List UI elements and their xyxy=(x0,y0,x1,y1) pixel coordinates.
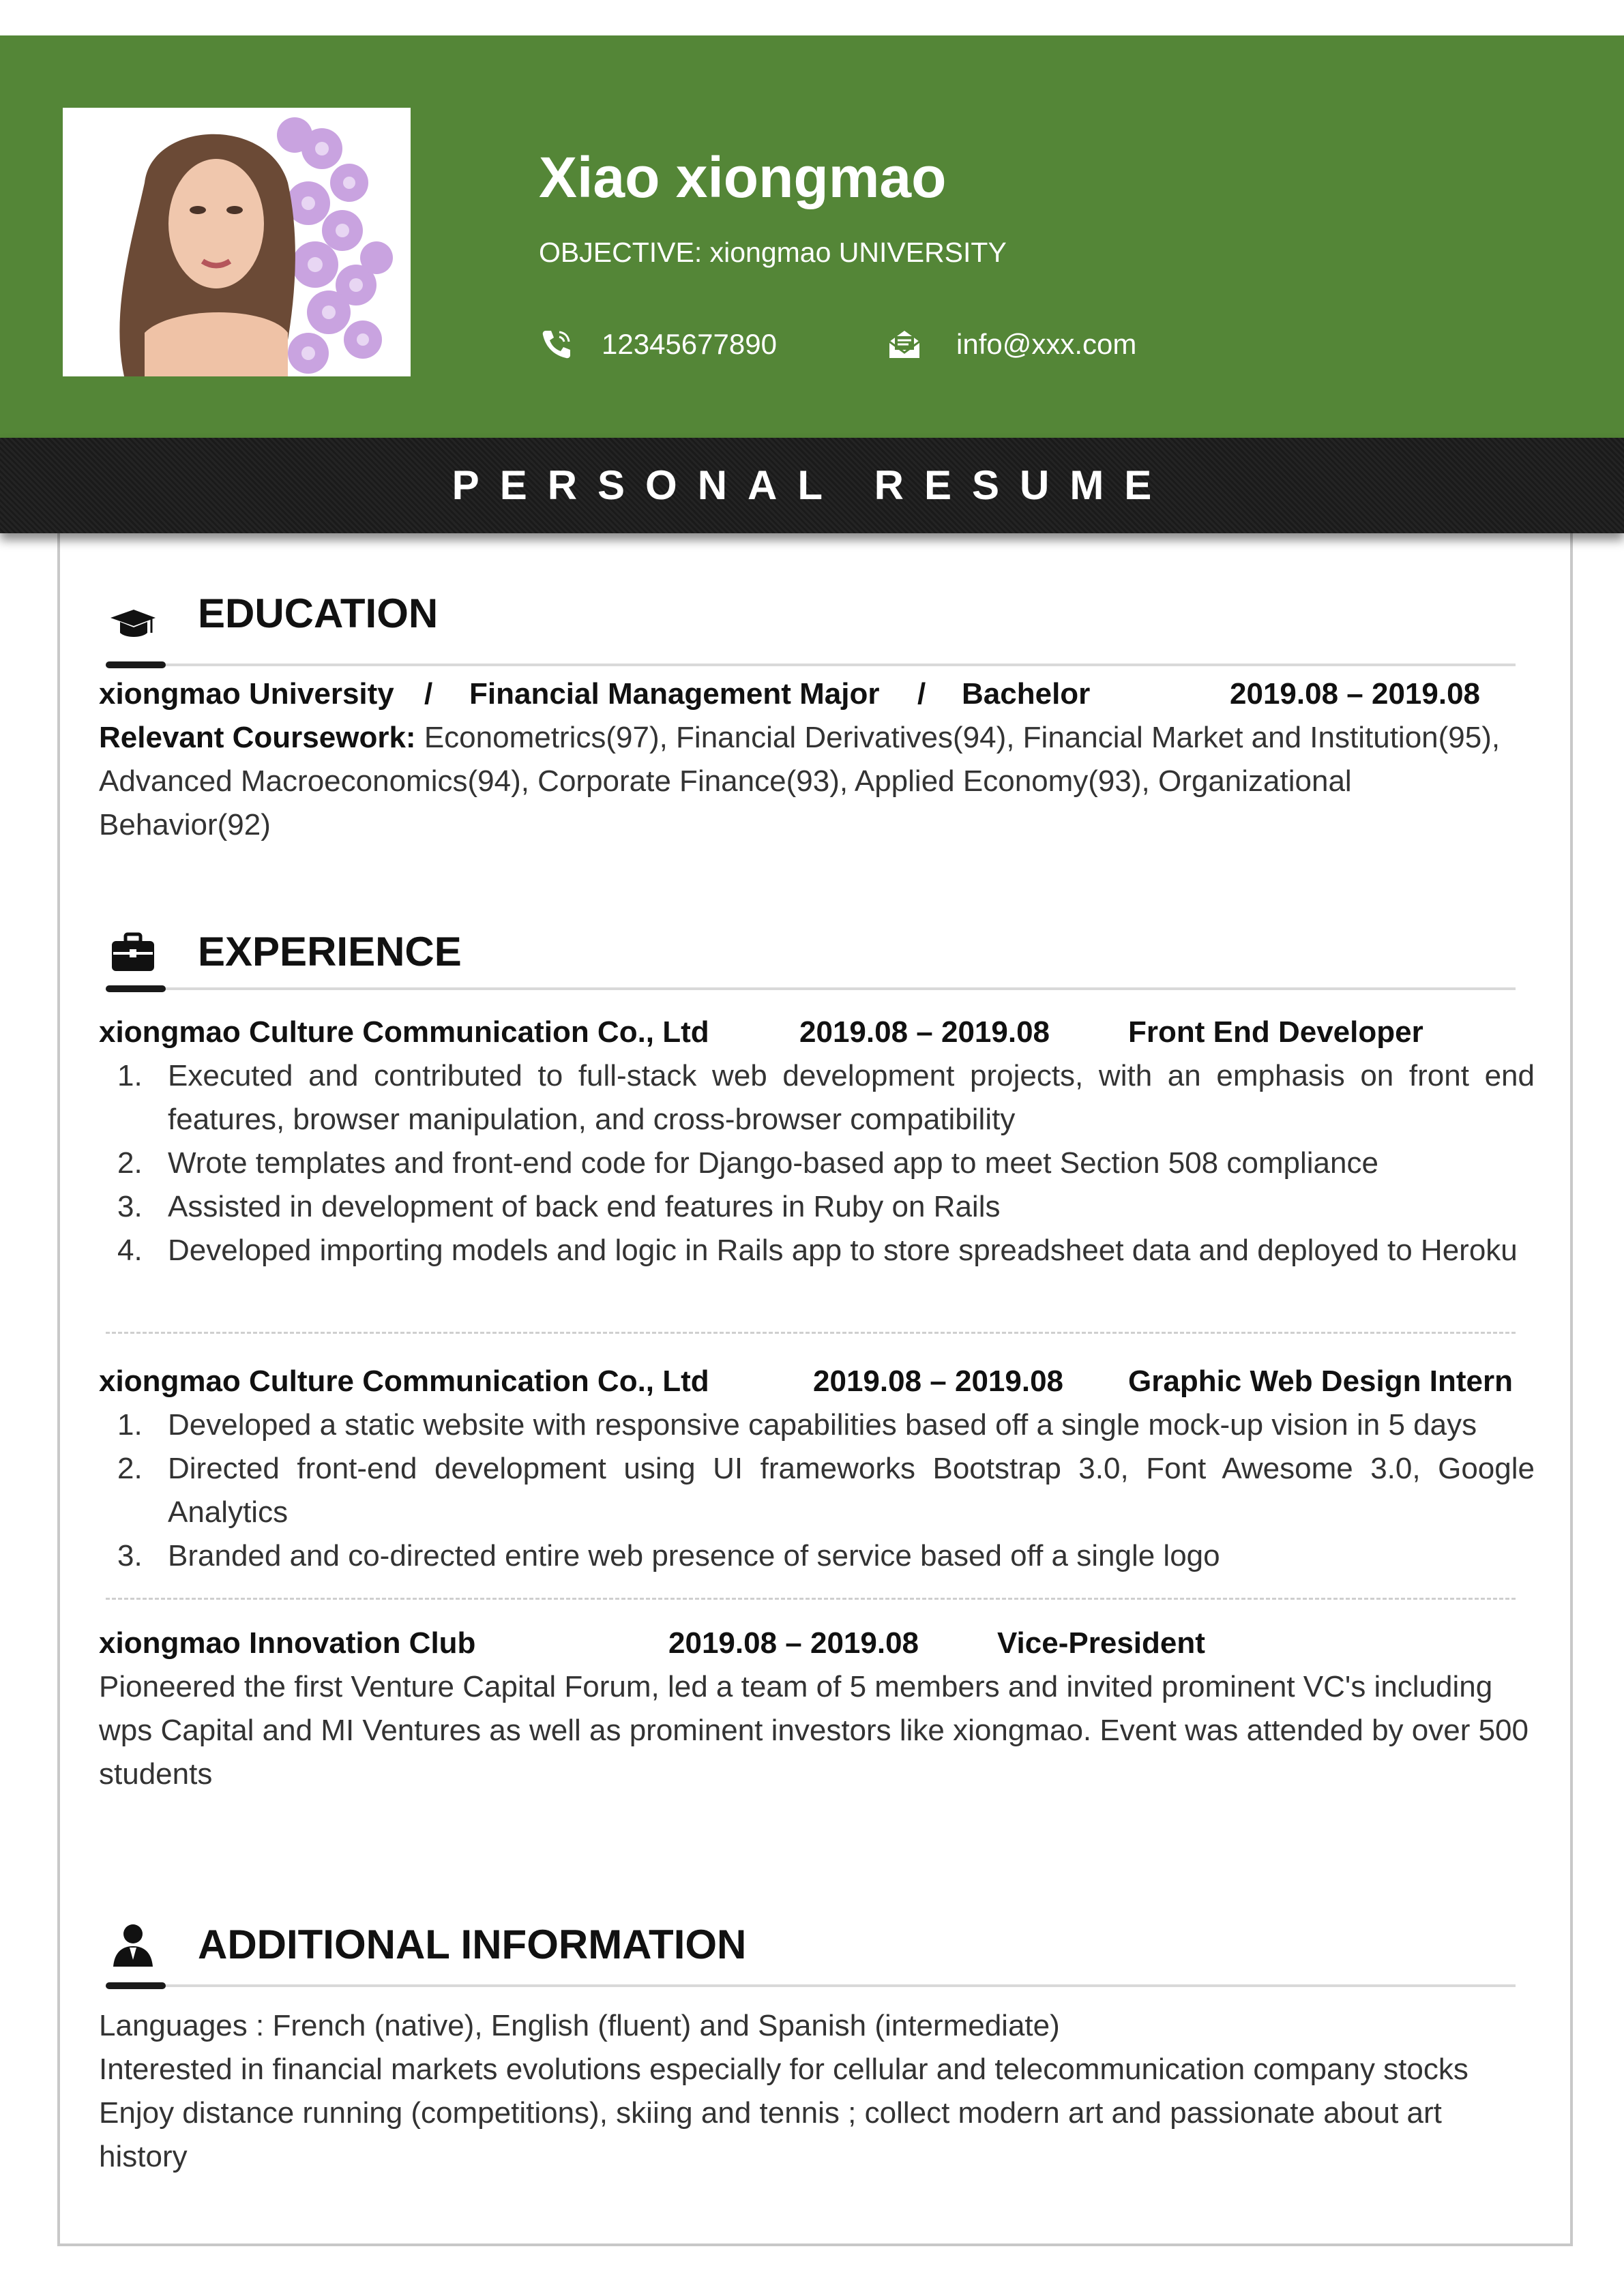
list-item: Branded and co-directed entire web presence of service based off a single logo xyxy=(168,1539,1220,1572)
list-number: 2. xyxy=(117,1452,143,1485)
email-address: info@xxx.com xyxy=(956,328,1137,360)
coursework-line: Behavior(92) xyxy=(99,808,271,841)
job-company: xiongmao Innovation Club xyxy=(99,1626,476,1660)
additional-title: ADDITIONAL INFORMATION xyxy=(198,1922,747,1967)
coursework-label: Relevant Coursework: xyxy=(99,721,416,754)
briefcase-icon xyxy=(109,929,157,976)
list-item: Directed front-end development using UI frameworks Bootstrap 3.0, Font Awesome 3.0, Google Analytics xyxy=(168,1452,1535,1529)
list-item: Developed a static website with responsive capabilities based off a single mock-up vision in 5 days xyxy=(168,1408,1477,1442)
email-contact xyxy=(887,324,1136,365)
additional-line: Enjoy distance running (competitions), skiing and tennis ; collect modern art and passionate about art history xyxy=(99,2096,1442,2173)
education-degree: Bachelor xyxy=(962,677,1091,711)
list-number: 4. xyxy=(117,1234,143,1267)
list-item: Developed importing models and logic in Rails app to store spreadsheet data and deployed to Heroku xyxy=(168,1234,1518,1267)
list-number: 3. xyxy=(117,1190,143,1223)
graduation-cap-icon xyxy=(109,599,157,646)
profile-photo xyxy=(63,108,411,376)
additional-line: Interested in financial markets evolutions especially for cellular and telecommunication company stocks xyxy=(99,2053,1468,2086)
education-title: EDUCATION xyxy=(198,591,439,636)
education-school: xiongmao University xyxy=(99,677,394,711)
job-role: Graphic Web Design Intern xyxy=(1128,1365,1513,1398)
education-rule xyxy=(106,664,1516,666)
list-item: Assisted in development of back end features in Ruby on Rails xyxy=(168,1190,1001,1223)
envelope-icon xyxy=(887,327,922,362)
additional-rule xyxy=(106,1984,1516,1987)
education-rule-accent xyxy=(106,661,166,668)
coursework-line xyxy=(99,716,1500,760)
experience-rule-accent xyxy=(106,985,166,992)
user-suit-icon xyxy=(109,1922,157,1969)
education-dates: 2019.08 – 2019.08 xyxy=(1230,677,1481,711)
list-number: 3. xyxy=(117,1539,143,1572)
candidate-name: Xiao xiongmao xyxy=(539,145,947,209)
job-role: Front End Developer xyxy=(1128,1015,1423,1049)
list-item: Wrote templates and front-end code for Django-based app to meet Section 508 compliance xyxy=(168,1146,1378,1180)
portrait-image xyxy=(63,108,411,376)
education-separator: / xyxy=(424,677,433,711)
job-dates: 2019.08 – 2019.08 xyxy=(813,1365,1064,1398)
education-major: Financial Management Major xyxy=(469,677,880,711)
job-role: Vice-President xyxy=(997,1626,1205,1660)
list-item: Executed and contributed to full-stack web development projects, with an emphasis on front end features, browser manipulation, and cross-browser compatibility xyxy=(168,1059,1535,1136)
coursework-text: Econometrics(97), Financial Derivatives(94), Financial Market and Institution(95), xyxy=(424,721,1501,754)
phone-contact xyxy=(539,324,777,365)
job-company: xiongmao Culture Communication Co., Ltd xyxy=(99,1015,709,1049)
phone-number: 12345677890 xyxy=(602,328,777,360)
dashed-divider xyxy=(106,1332,1516,1334)
dashed-divider xyxy=(106,1598,1516,1600)
additional-rule-accent xyxy=(106,1982,166,1989)
education-separator: / xyxy=(917,677,926,711)
job-description: Pioneered the first Venture Capital Forum, led a team of 5 members and invited prominent VC's including wps Capital and MI Ventures as well as prominent investors like xiongmao. Event was attended by over 500 students xyxy=(99,1670,1529,1791)
list-number: 1. xyxy=(117,1408,143,1442)
job-dates: 2019.08 – 2019.08 xyxy=(799,1015,1050,1049)
experience-rule xyxy=(106,987,1516,990)
objective-text: OBJECTIVE: xiongmao UNIVERSITY xyxy=(539,237,1007,268)
coursework-line: Advanced Macroeconomics(94), Corporate Finance(93), Applied Economy(93), Organizational xyxy=(99,764,1352,798)
list-number: 1. xyxy=(117,1059,143,1092)
list-number: 2. xyxy=(117,1146,143,1180)
experience-title: EXPERIENCE xyxy=(198,929,462,974)
job-dates: 2019.08 – 2019.08 xyxy=(668,1626,919,1660)
additional-line: Languages : French (native), English (fluent) and Spanish (intermediate) xyxy=(99,2009,1060,2042)
banner-title: PERSONAL RESUME xyxy=(452,462,1172,508)
job-company: xiongmao Culture Communication Co., Ltd xyxy=(99,1365,709,1398)
phone-icon xyxy=(539,327,574,362)
